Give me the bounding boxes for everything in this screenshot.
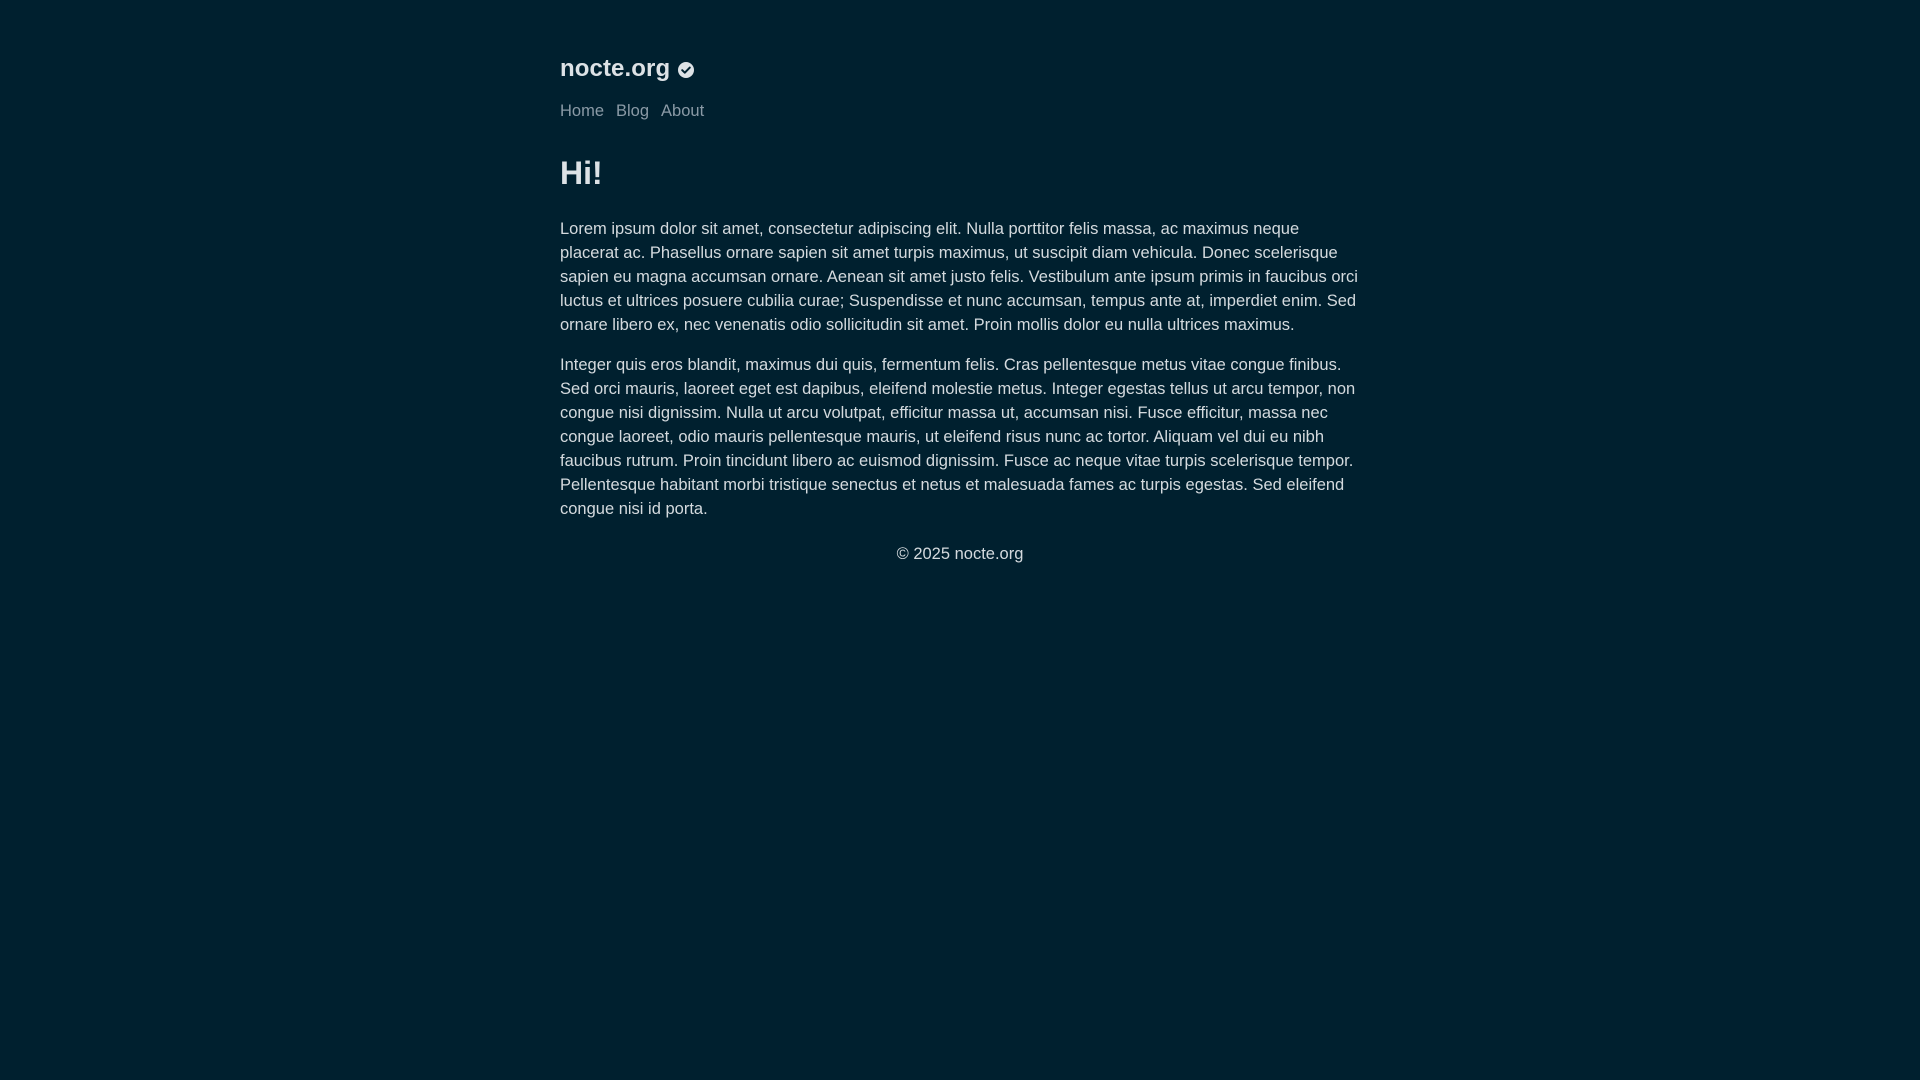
footer-copyright: © 2025 nocte.org bbox=[896, 545, 1024, 563]
nav-link-about[interactable]: About bbox=[661, 101, 705, 120]
main-nav bbox=[560, 99, 1360, 123]
page-title: Hi! bbox=[560, 155, 603, 191]
nav-link-home[interactable]: Home bbox=[560, 101, 605, 120]
body-paragraph-1: Lorem ipsum dolor sit amet, consectetur adipiscing elit. Nulla porttitor felis massa, ac maximus neque placerat ac. Phasellus ornare sapien sit amet turpis maximus, ut suscipit diam vehicula. Donec scelerisque sapien eu magna accumsan ornare. Aenean sit amet justo felis. Vestibulum ante ipsum primis in faucibus orci luctus et ultrices posuere cubilia curae; Suspendisse et nunc accumsan, tempus ante at, imperdiet enim. Sed ornare libero ex, nec venenatis odio sollicitudin sit amet. Proin mollis dolor eu nulla ultrices maximus. bbox=[560, 220, 1358, 334]
body-paragraph-2: Integer quis eros blandit, maximus dui quis, fermentum felis. Cras pellentesque metus vitae congue finibus. Sed orci mauris, laoreet eget est dapibus, eleifend molestie metus. Integer egestas tellus ut arcu tempor, non congue nisi dignissim. Nulla ut arcu volutpat, efficitur massa ut, accumsan nisi. Fusce efficitur, massa nec congue laoreet, odio mauris pellentesque mauris, ut eleifend risus nunc ac tortor. Aliquam vel dui eu nibh faucibus rutrum. Proin tincidunt libero ac euismod dignissim. Fusce ac neque vitae turpis scelerisque tempor. Pellentesque habitant morbi tristique senectus et netus et malesuada fames ac turpis egestas. Sed eleifend congue nisi id porta. bbox=[560, 356, 1356, 518]
nav-link-blog[interactable]: Blog bbox=[616, 101, 650, 120]
page-container bbox=[560, 0, 1360, 566]
site-title-link[interactable]: nocte.org bbox=[560, 55, 671, 82]
check-circle-icon bbox=[677, 61, 695, 79]
main-content bbox=[560, 153, 1360, 521]
site-header bbox=[560, 53, 1360, 85]
